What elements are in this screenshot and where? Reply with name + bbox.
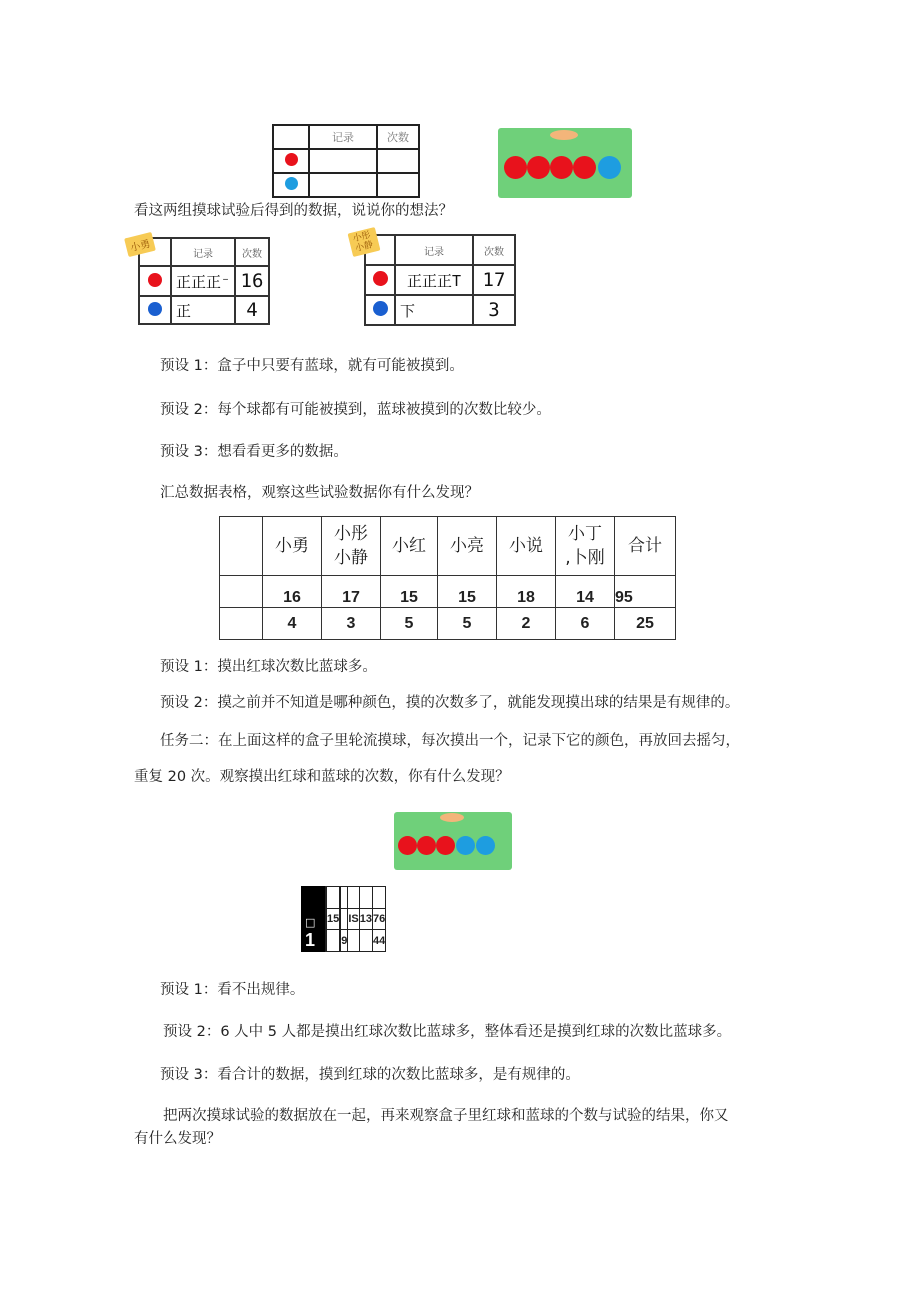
table-cell: 44 (373, 930, 386, 952)
red-count: 15 (381, 576, 438, 608)
table-cell (348, 930, 359, 952)
record-header: 记录 (309, 125, 377, 149)
record-header: 记录 (395, 235, 473, 265)
summary-header: 小勇 (263, 517, 322, 576)
red-ball-icon (436, 836, 455, 855)
summary-header: 小亮 (438, 517, 497, 576)
blue-total: 25 (615, 608, 676, 640)
final-question: 有什么发现？ (134, 1131, 221, 1147)
red-ball-icon (398, 836, 417, 855)
student-name-tag: 小彤 小静 (348, 227, 381, 257)
blue-count: 4 (263, 608, 322, 640)
red-count: 14 (556, 576, 615, 608)
blue-ball-icon (148, 302, 162, 316)
count-header: 次数 (473, 235, 515, 265)
blue-tally: 下 (395, 295, 473, 325)
red-total: 95 (615, 576, 676, 608)
preset-text: 预设 3：想看看更多的数据。 (160, 444, 348, 460)
summary-table (219, 516, 676, 640)
blue-count: 3 (322, 608, 381, 640)
red-ball-icon (373, 271, 388, 286)
summary-header: 小说 (497, 517, 556, 576)
task2-text: 任务二：在上面这样的盒子里轮流摸球，每次摸出一个，记录下它的颜色，再放回去摇匀， (160, 733, 740, 749)
preset-text: 预设 1：盒子中只要有蓝球，就有可能被摸到。 (160, 358, 464, 374)
record-table (272, 124, 420, 198)
blue-ball-icon (456, 836, 475, 855)
red-ball-icon (504, 156, 527, 179)
intro-text: 看这两组摸球试验后得到的数据，说说你的想法？ (134, 203, 453, 219)
red-ball-icon (285, 153, 298, 166)
record-card-1 (128, 231, 276, 327)
preset-text: 预设 1：摸出红球次数比蓝球多。 (160, 659, 377, 675)
blue-ball-icon (285, 177, 298, 190)
table-cell (327, 930, 340, 952)
count-header: 次数 (235, 238, 269, 266)
red-tally: 正正正T (395, 265, 473, 295)
record-table-corner (273, 125, 309, 149)
count-header: 次数 (377, 125, 419, 149)
red-ball-icon (148, 273, 162, 287)
ball-box-illustration (498, 128, 632, 198)
blue-ball-icon (598, 156, 621, 179)
red-count: 17 (473, 265, 515, 295)
student-name-tag: 小勇 (124, 232, 156, 257)
summary-header: 小丁 ,卜刚 (556, 517, 615, 576)
blue-tally: 正 (171, 296, 235, 324)
summary-header: 合计 (615, 517, 676, 576)
box-slot (550, 130, 578, 140)
red-ball-icon (573, 156, 596, 179)
summary-header: 小彤 小静 (322, 517, 381, 576)
table-cell: 9 (341, 930, 348, 952)
red-count: 16 (235, 266, 269, 296)
preset-text: 预设 1：看不出规律。 (160, 982, 305, 998)
red-count: 16 (263, 576, 322, 608)
task2-text: 重复 20 次。观察摸出红球和蓝球的次数，你有什么发现？ (134, 769, 510, 785)
table-marker: □ 1 (301, 886, 325, 952)
summary-prompt: 汇总数据表格，观察这些试验数据你有什么发现？ (160, 485, 479, 501)
record-card-2 (351, 228, 520, 328)
preset-text: 预设 2：6 人中 5 人都是摸出红球次数比蓝球多，整体看还是摸到红球的次数比蓝球多。 (163, 1024, 732, 1040)
blue-count: 2 (497, 608, 556, 640)
table-cell (359, 930, 372, 952)
box-slot (440, 813, 464, 822)
red-ball-icon (527, 156, 550, 179)
preset-text: 预设 2：每个球都有可能被摸到，蓝球被摸到的次数比较少。 (160, 402, 551, 418)
record-header: 记录 (171, 238, 235, 266)
blue-count: 5 (381, 608, 438, 640)
blue-ball-cell (273, 173, 309, 197)
red-ball-cell (273, 149, 309, 173)
summary-corner (220, 517, 263, 576)
table-cell (341, 909, 348, 930)
blue-count: 6 (556, 608, 615, 640)
blue-count: 3 (473, 295, 515, 325)
red-ball-icon (417, 836, 436, 855)
red-count: 18 (497, 576, 556, 608)
table-cell: 15 (327, 909, 340, 930)
blue-ball-icon (476, 836, 495, 855)
red-count: 17 (322, 576, 381, 608)
final-question: 把两次摸球试验的数据放在一起，再来观察盒子里红球和蓝球的个数与试验的结果，你又 (163, 1108, 729, 1124)
red-ball-icon (550, 156, 573, 179)
table-cell: 76 (373, 909, 386, 930)
ball-box-illustration (394, 812, 512, 870)
blue-count: 5 (438, 608, 497, 640)
red-count: 15 (438, 576, 497, 608)
red-tally: 正正正⁻ (171, 266, 235, 296)
blue-count: 4 (235, 296, 269, 324)
preset-text: 预设 2：摸之前并不知道是哪种颜色，摸的次数多了，就能发现摸出球的结果是有规律的。 (160, 695, 740, 711)
preset-text: 预设 3：看合计的数据，摸到红球的次数比蓝球多，是有规律的。 (160, 1067, 580, 1083)
summary-header: 小红 (381, 517, 438, 576)
table-cell: IS (348, 909, 359, 930)
table-cell: 13 (359, 909, 372, 930)
blue-ball-icon (373, 301, 388, 316)
